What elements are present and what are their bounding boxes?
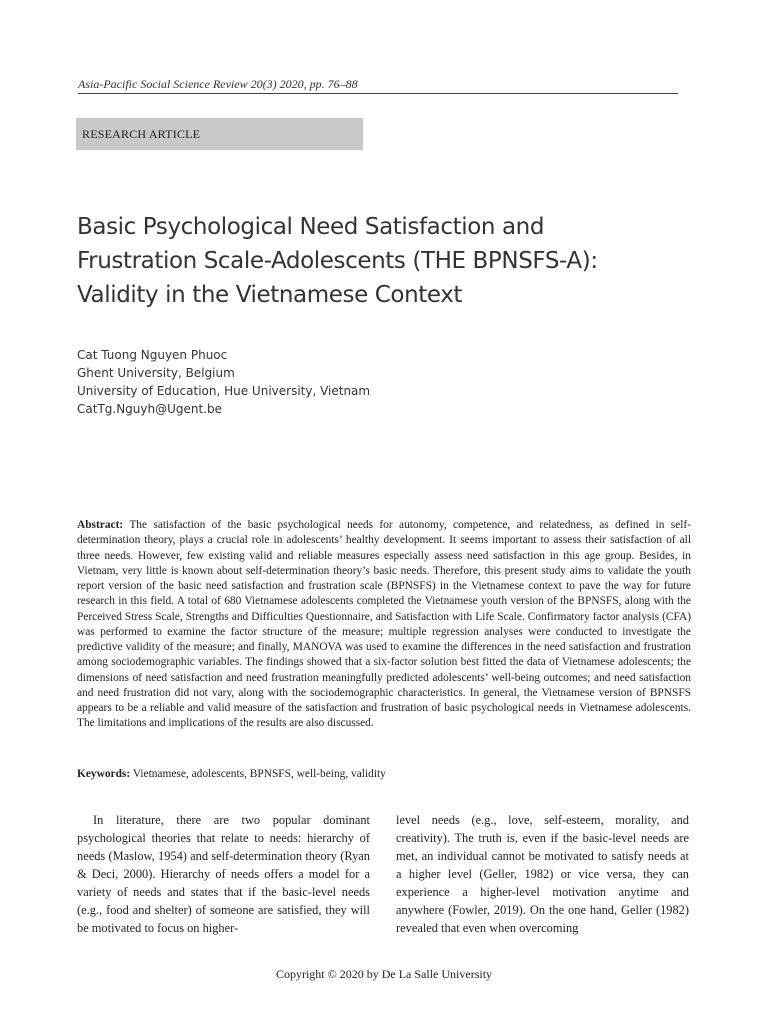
abstract-text: The satisfaction of the basic psychological needs for autonomy, competence, and relatedness, as defined in self-determination theory, plays a crucial role in adolescents’ healthy development. It seems important to assess their satisfaction of all three needs. However, few existing valid and reliable measures especially assess need satisfaction in this age group. Besides, in Vietnam, very little is known about self-determination theory’s basic needs. Therefore, this present study aims to validate the youth report version of the basic need satisfaction and frustration scale (BPNSFS) in the Vietnamese context to pave the way for future research in this field. A total of 680 Vietnamese adolescents completed the Vietnamese youth version of the BPNSFS, along with the Perceived Stress Scale, Strengths and Difficulties Questionnaire, and Satisfaction with Life Scale. Confirmatory factor analysis (CFA) was performed to examine the factor structure of the measure; multiple regression analyses were conducted to investigate the predictive validity of the measure; and finally, MANOVA was used to examine the differences in the need satisfaction and frustration among sociodemographic variables. The findings showed that a six-factor solution best fitted the data of Vietnamese adolescents; the dimensions of need satisfaction and need frustration meaningfully predicted adolescents’ well-being outcomes; and need satisfaction and need frustration did not vary, along with the sociodemographic characteristics. In general, the Vietnamese version of BPNSFS appears to be a reliable and valid measure of the satisfaction and frustration of basic psychological needs in Vietnamese adolescents. The limitations and implications of the results are also discussed. [77,519,691,730]
author-block [77,346,677,418]
keywords-text: Vietnamese, adolescents, BPNSFS, well-being, validity [132,768,386,780]
body-column-right: level needs (e.g., love, self-esteem, morality, and creativity). The truth is, even if the basic-level needs are met, an individual cannot be motivated to satisfy needs at a higher level (Geller, 1982) or vice versa, they can experience a higher-level motivation anytime and anywhere (Fowler, 2019). On the one hand, Geller (1982) revealed that even when overcoming [396,813,689,935]
article-type-banner [76,118,363,150]
body-column-left: In literature, there are two popular dominant psychological theories that relate to needs: hierarchy of needs (Maslow, 1954) and self-determination theory (Ryan & Deci, 2000). Hierarchy of needs offers a model for a variety of needs and states that if the basic-level needs (e.g., food and shelter) of someone are satisfied, they will be motivated to focus on higher- [77,813,370,935]
journal-reference: Asia-Pacific Social Science Review 20(3) 2020, pp. 76–88 [78,77,358,91]
header-rule [78,93,678,94]
copyright-footer: Copyright © 2020 by De La Salle University [275,967,493,981]
author-affiliation: University of Education, Hue University, Vietnam [77,384,371,398]
author-affiliation: Ghent University, Belgium [77,366,235,380]
author-email[interactable]: CatTg.Nguyh@Ugent.be [77,402,223,416]
keywords [77,767,691,782]
article-type-label: RESEARCH ARTICLE [82,127,201,141]
article-title [77,210,697,312]
keywords-label: Keywords: [77,768,131,780]
abstract-label: Abstract: [77,519,124,531]
author-name: Cat Tuong Nguyen Phuoc [77,348,228,362]
title-line: Frustration Scale-Adolescents (THE BPNSFS-A): [77,248,598,274]
abstract [77,518,691,732]
title-line: Basic Psychological Need Satisfaction and [77,214,545,240]
title-line: Validity in the Vietnamese Context [77,282,463,308]
